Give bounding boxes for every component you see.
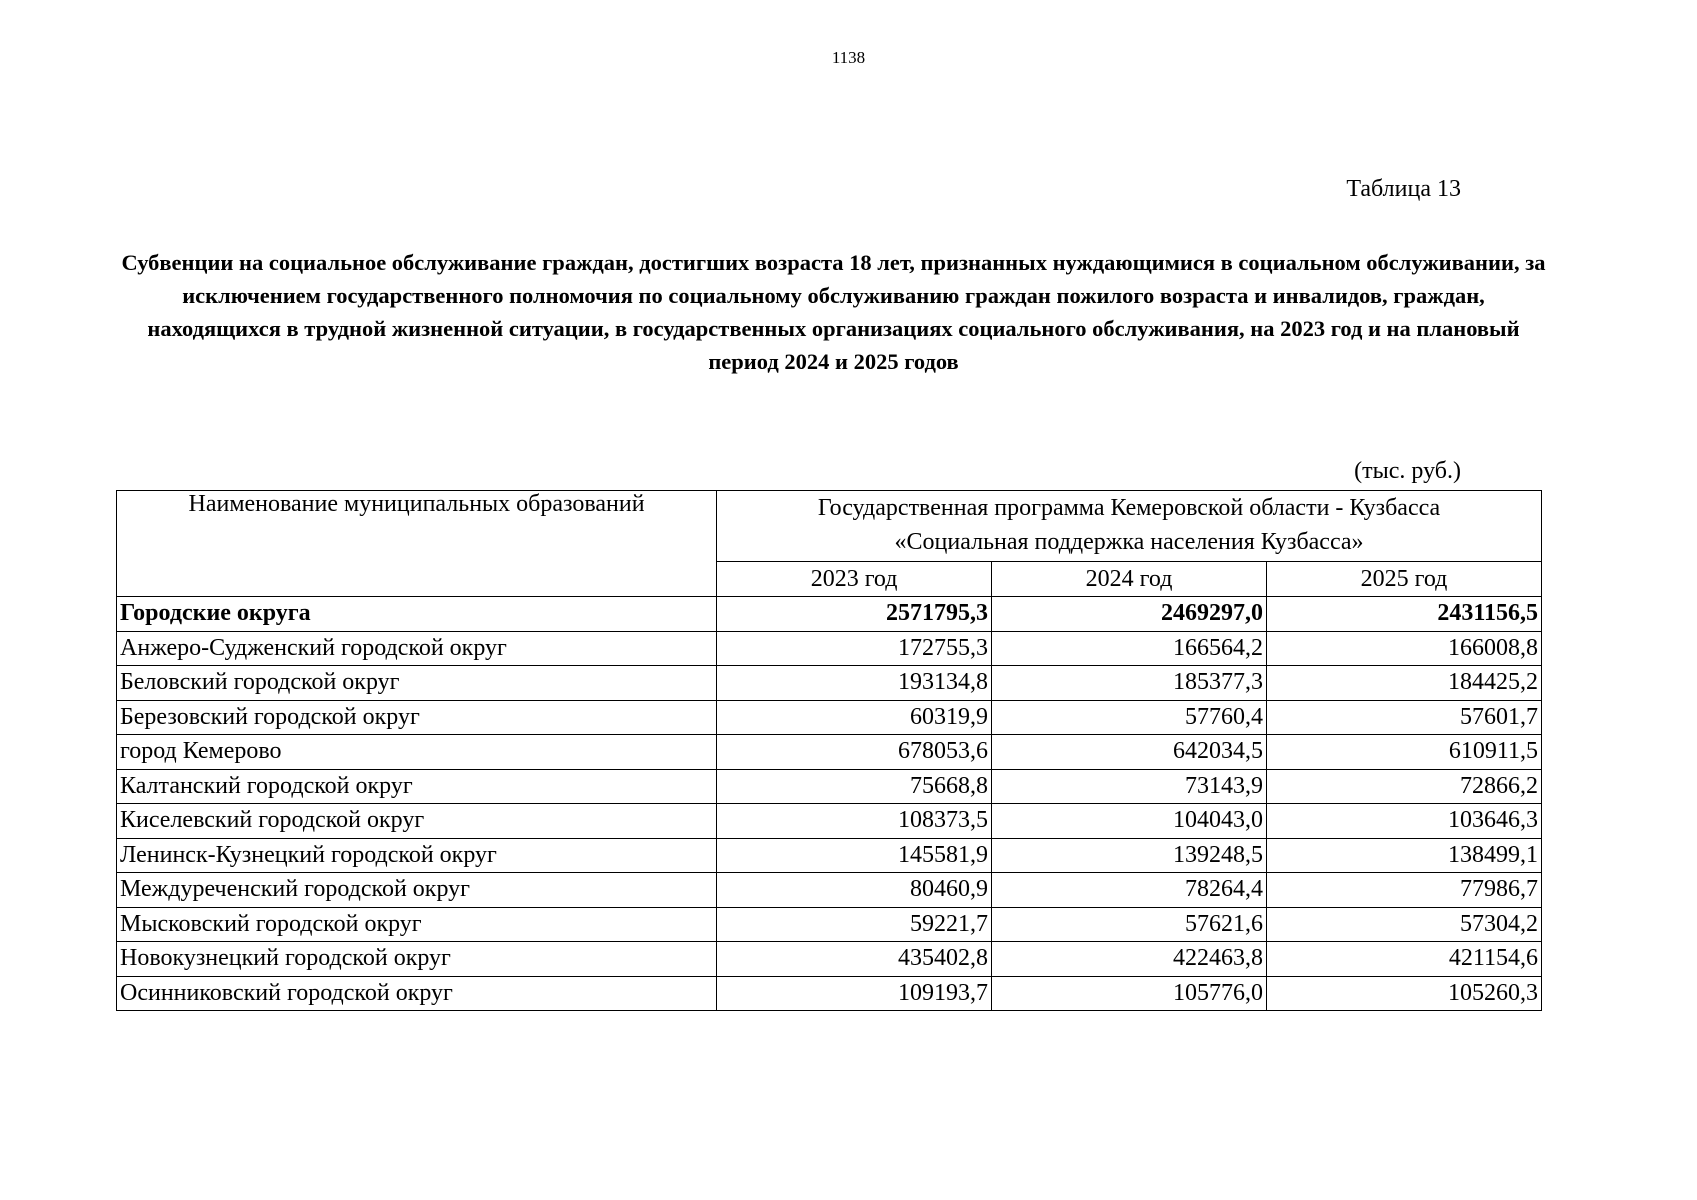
cell-municipality-name: Ленинск-Кузнецкий городской округ	[117, 838, 717, 873]
cell-value-2023: 172755,3	[717, 631, 992, 666]
cell-municipality-name: Городские округа	[117, 597, 717, 632]
cell-municipality-name: город Кемерово	[117, 735, 717, 770]
page-number: 1138	[831, 48, 866, 67]
cell-value-2023: 145581,9	[717, 838, 992, 873]
cell-municipality-name: Междуреченский городской округ	[117, 873, 717, 908]
cell-value-2023: 435402,8	[717, 942, 992, 977]
cell-value-2024: 78264,4	[992, 873, 1267, 908]
cell-value-2025: 166008,8	[1267, 631, 1542, 666]
cell-value-2024: 105776,0	[992, 976, 1267, 1011]
cell-municipality-name: Беловский городской округ	[117, 666, 717, 701]
cell-value-2024: 422463,8	[992, 942, 1267, 977]
subventions-table	[116, 490, 1542, 1011]
table-header-row	[117, 491, 1542, 562]
column-header-program	[717, 491, 1542, 562]
cell-value-2024: 139248,5	[992, 838, 1267, 873]
table-row	[117, 873, 1542, 908]
cell-value-2023: 75668,8	[717, 769, 992, 804]
cell-value-2025: 610911,5	[1267, 735, 1542, 770]
table-row	[117, 976, 1542, 1011]
cell-value-2023: 108373,5	[717, 804, 992, 839]
cell-value-2024: 2469297,0	[992, 597, 1267, 632]
table-row	[117, 769, 1542, 804]
table-row	[117, 735, 1542, 770]
cell-value-2024: 166564,2	[992, 631, 1267, 666]
cell-value-2024: 185377,3	[992, 666, 1267, 701]
cell-value-2025: 421154,6	[1267, 942, 1542, 977]
table-row	[117, 631, 1542, 666]
cell-value-2023: 2571795,3	[717, 597, 992, 632]
table-row	[117, 907, 1542, 942]
column-header-2025: 2025 год	[1267, 562, 1542, 597]
table-row	[117, 666, 1542, 701]
cell-value-2025: 77986,7	[1267, 873, 1542, 908]
cell-value-2023: 193134,8	[717, 666, 992, 701]
cell-value-2025: 57601,7	[1267, 700, 1542, 735]
cell-municipality-name: Мысковский городской округ	[117, 907, 717, 942]
cell-value-2025: 103646,3	[1267, 804, 1542, 839]
column-header-2023: 2023 год	[717, 562, 992, 597]
column-header-2024: 2024 год	[992, 562, 1267, 597]
table-body	[117, 597, 1542, 1011]
cell-value-2024: 104043,0	[992, 804, 1267, 839]
document-title: Субвенции на социальное обслуживание граждан, достигших возраста 18 лет, признанных нуждающимися в социальном обслуживании, за исключением государственного полномочия по социальному обслуживанию граждан пожилого возраста и инвалидов, граждан, находящихся в трудной жизненной ситуации, в государственных организациях социального обслуживания, на 2023 год и на плановый период 2024 и 2025 годов	[121, 250, 1546, 374]
cell-value-2023: 109193,7	[717, 976, 992, 1011]
cell-value-2023: 59221,7	[717, 907, 992, 942]
cell-municipality-name: Калтанский городской округ	[117, 769, 717, 804]
table-row-total	[117, 597, 1542, 632]
cell-municipality-name: Березовский городской округ	[117, 700, 717, 735]
cell-value-2023: 60319,9	[717, 700, 992, 735]
cell-value-2025: 105260,3	[1267, 976, 1542, 1011]
cell-municipality-name: Киселевский городской округ	[117, 804, 717, 839]
table-row	[117, 804, 1542, 839]
table-row	[117, 942, 1542, 977]
cell-value-2024: 57760,4	[992, 700, 1267, 735]
cell-value-2024: 642034,5	[992, 735, 1267, 770]
program-title-line2: «Социальная поддержка населения Кузбасса»	[894, 529, 1364, 555]
cell-municipality-name: Осинниковский городской округ	[117, 976, 717, 1011]
column-header-municipality: Наименование муниципальных образований	[117, 491, 717, 597]
cell-value-2024: 57621,6	[992, 907, 1267, 942]
table-label: Таблица 13	[1346, 176, 1461, 202]
cell-municipality-name: Новокузнецкий городской округ	[117, 942, 717, 977]
cell-municipality-name: Анжеро-Судженский городской округ	[117, 631, 717, 666]
cell-value-2025: 2431156,5	[1267, 597, 1542, 632]
cell-value-2025: 138499,1	[1267, 838, 1542, 873]
units-note: (тыс. руб.)	[1354, 458, 1461, 484]
cell-value-2023: 678053,6	[717, 735, 992, 770]
cell-value-2023: 80460,9	[717, 873, 992, 908]
cell-value-2025: 57304,2	[1267, 907, 1542, 942]
cell-value-2024: 73143,9	[992, 769, 1267, 804]
table-row	[117, 838, 1542, 873]
cell-value-2025: 72866,2	[1267, 769, 1542, 804]
table-row	[117, 700, 1542, 735]
program-title-line1: Государственная программа Кемеровской области - Кузбасса	[817, 495, 1441, 521]
cell-value-2025: 184425,2	[1267, 666, 1542, 701]
